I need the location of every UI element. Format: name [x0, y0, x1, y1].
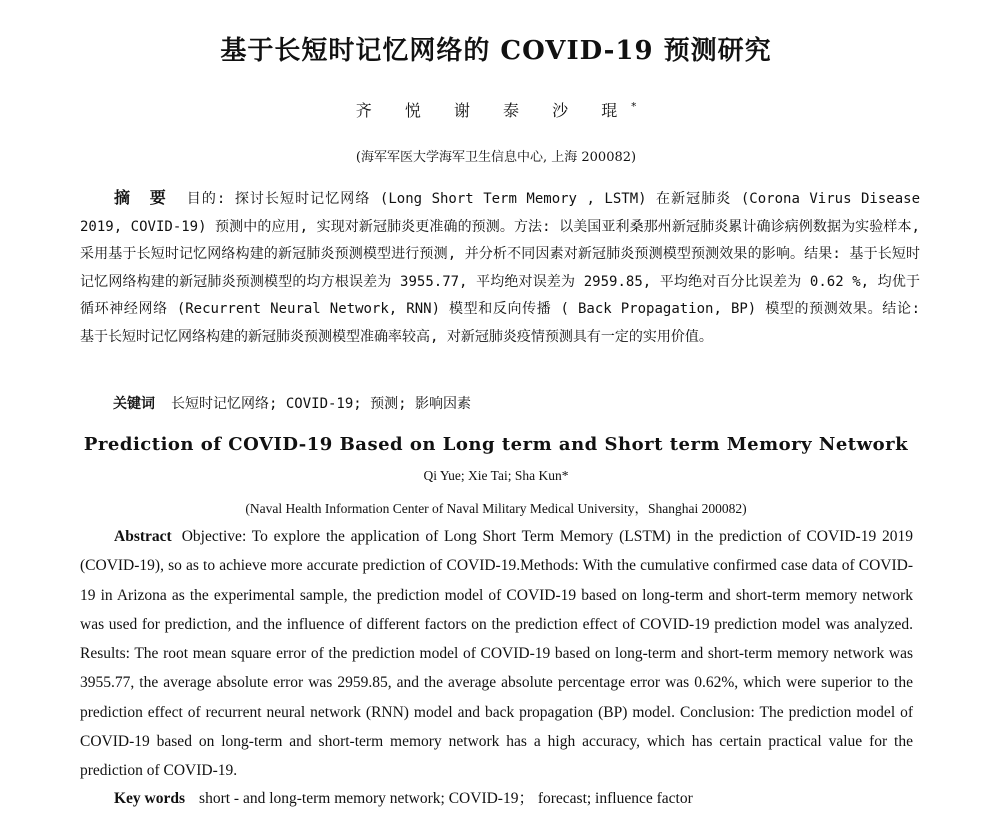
english-abstract-label: Abstract: [114, 528, 172, 545]
english-title: Prediction of COVID-19 Based on Long term and Short term Memory Network: [83, 434, 909, 455]
english-abstract: [80, 522, 913, 786]
chinese-title: 基于长短时记忆网络的 COVID-19 预测研究: [220, 36, 772, 66]
chinese-author-names: 齐 悦 谢 泰 沙 琨: [355, 101, 632, 120]
chinese-authors: [0, 98, 992, 121]
chinese-keywords: [113, 393, 913, 413]
chinese-abstract-label: 摘 要: [114, 188, 173, 207]
english-keywords-text: short - and long-term memory network; COVID-19； forecast; influence factor: [199, 790, 693, 807]
chinese-keywords-text: 长短时记忆网络; COVID-19; 预测; 影响因素: [171, 396, 472, 412]
chinese-keywords-label: 关键词: [113, 396, 155, 412]
english-authors: Qi Yue; Xie Tai; Sha Kun*: [423, 468, 569, 483]
english-affiliation: (Naval Health Information Center of Naval Military Medical University，Shanghai 200082): [245, 501, 747, 516]
english-abstract-text: Objective: To explore the application of Long Short Term Memory (LSTM) in the prediction of COVID-19 2019 (COVID-19), so as to achieve more accurate prediction of COVID-19.Methods: With the cumulative confirmed case data of COVID-19 in Arizona as the experimental sample, the prediction model of COVID-19 based on long-term and short-term memory network was used for prediction, and the influence of different factors on the prediction effect of COVID-19 prediction model was analyzed. Results: The root mean square error of the prediction model of COVID-19 based on long-term and short-term memory network was 3955.77, the average absolute error was 2959.85, and the average absolute percentage error was 0.62%, which were superior to the prediction effect of recurrent neural network (RNN) model and back propagation (BP) model. Conclusion: The prediction model of COVID-19 based on long-term and short-term memory network has a high accuracy, which has certain practical value for the prediction of COVID-19.: [80, 528, 913, 780]
corresponding-author-mark: *: [631, 101, 637, 113]
chinese-affiliation: (海军军医大学海军卫生信息中心, 上海 200082): [355, 150, 637, 165]
english-keywords-label: Key words: [114, 790, 186, 807]
chinese-abstract-text: 目的: 探讨长短时记忆网络 (Long Short Term Memory , LSTM) 在新冠肺炎 (Corona Virus Disease 2019, COVID-19) 预测中的应用, 实现对新冠肺炎更准确的预测。方法: 以美国亚利桑那州新冠肺炎累计确诊病例数据为实验样本, 采用基于长短时记忆网络构建的新冠肺炎预测模型进行预测, 并分析不同因素对新冠肺炎预测模型预测效果的影响。结果: 基于长短时记忆网络构建的新冠肺炎预测模型的均方根误差为 3955.77, 平均绝对误差为 2959.85, 平均绝对百分比误差为 0.62 %, 均优于循环神经网络 (Recurrent Neural Network, RNN) 模型和反向传播 ( Back Propagation, BP) 模型的预测效果。结论: 基于长短时记忆网络构建的新冠肺炎预测模型准确率较高, 对新冠肺炎疫情预测具有一定的实用价值。: [80, 191, 921, 345]
chinese-abstract: [80, 184, 920, 351]
english-keywords: [114, 786, 914, 808]
